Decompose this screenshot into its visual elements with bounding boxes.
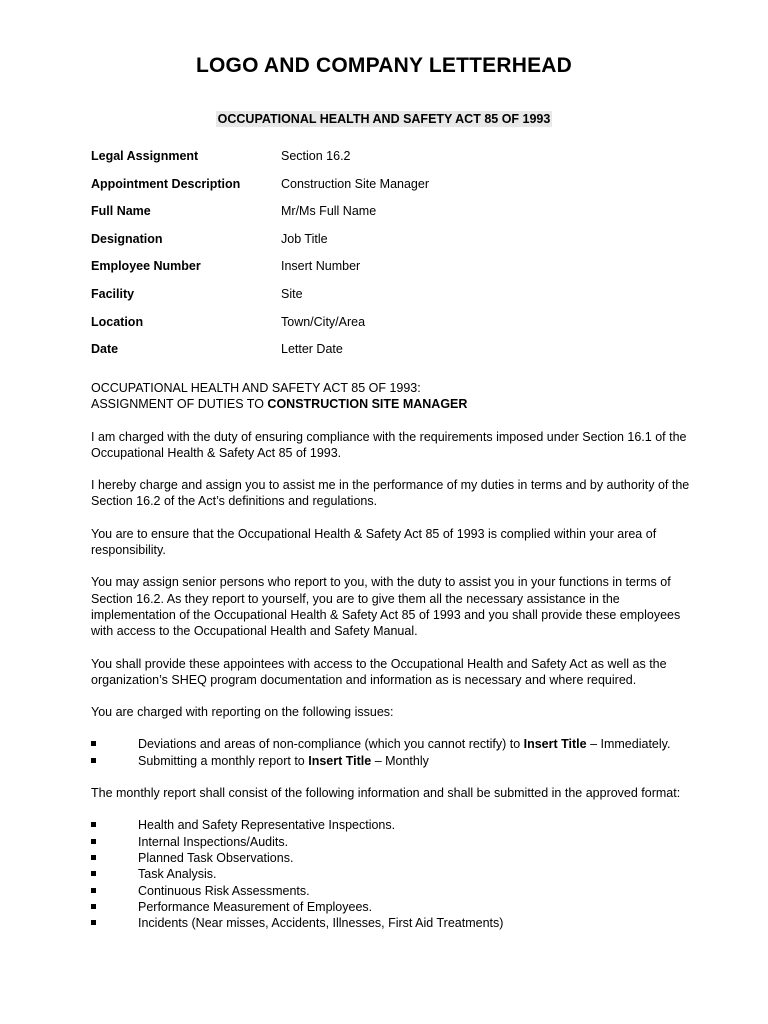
info-value: Mr/Ms Full Name [281,204,377,219]
square-bullet-icon [91,888,96,893]
list-item [91,899,701,915]
section-title-line1: OCCUPATIONAL HEALTH AND SAFETY ACT 85 OF 1993: [91,381,421,395]
paragraph-assignment: I hereby charge and assign you to assist me in the performance of my duties in terms and by authority of the Section 16.2 of the Act’s definitions and regulations. [91,478,690,509]
info-label: Appointment Description [91,176,241,191]
act-heading: OCCUPATIONAL HEALTH AND SAFETY ACT 85 OF 1993 [217,112,551,126]
info-value: Insert Number [281,259,361,274]
info-label: Facility [91,286,135,301]
act-heading-container [0,110,768,128]
list-item [91,834,701,850]
list-item-text: Health and Safety Representative Inspections. [138,818,396,833]
info-value: Site [281,286,303,301]
list-item-prefix: Submitting a monthly report to [138,753,309,768]
list-item [91,817,701,833]
reporting-issues-list [91,736,701,769]
square-bullet-icon [91,904,96,909]
monthly-report-list [91,817,701,931]
paragraph-ensure-compliance: You are to ensure that the Occupational Health & Safety Act 85 of 1993 is complied within your area of responsibility. [91,526,657,558]
square-bullet-icon [91,758,96,763]
square-bullet-icon [91,855,96,860]
section-title-line2-prefix: ASSIGNMENT OF DUTIES TO [91,397,268,412]
list-item [91,736,701,752]
paragraph-reporting-intro: You are charged with reporting on the following issues: [91,705,394,720]
info-label: Date [91,342,119,357]
list-item-bold: Insert Title [523,737,587,752]
square-bullet-icon [91,871,96,876]
list-item-text: Planned Task Observations. [138,850,294,865]
list-item-text: Task Analysis. [138,867,217,882]
list-item [91,915,701,931]
square-bullet-icon [91,839,96,844]
list-item-text: Incidents (Near misses, Accidents, Illnesses, First Aid Treatments) [138,916,504,931]
info-value: Section 16.2 [281,149,351,163]
paragraph-senior-persons: You may assign senior persons who report to you, with the duty to assist you in your functions in terms of Section 16.2. As they report to yourself, you are to give them all the necessary assistance in the implementation of the Occupational Health & Safety Act 85 of 1993 and you shall provide these employees with access to the Occupational Health and Safety Manual. [91,575,681,639]
list-item-suffix: – Immediately. [586,737,671,752]
letter-body [91,380,701,947]
info-label: Location [91,314,144,329]
square-bullet-icon [91,822,96,827]
list-item-text: Continuous Risk Assessments. [138,883,310,898]
info-value: Letter Date [281,342,343,357]
list-item-suffix: – Monthly [371,753,429,768]
info-value: Town/City/Area [281,314,366,329]
letterhead-title: LOGO AND COMPANY LETTERHEAD [195,54,573,77]
info-value: Job Title [281,231,328,246]
paragraph-duty-compliance: I am charged with the duty of ensuring compliance with the requirements imposed under Section 16.1 of the Occupational Health & Safety Act 85 of 1993. [91,429,687,460]
info-label: Legal Assignment [91,149,199,163]
list-item [91,753,701,769]
paragraph-appointees-access: You shall provide these appointees with access to the Occupational Health and Safety Act as well as the organization’s SHEQ program documentation and information as is necessary and where required. [91,656,667,687]
paragraph-monthly-report: The monthly report shall consist of the following information and shall be submitted in the approved format: [91,786,681,801]
info-label: Employee Number [91,259,201,274]
list-item [91,866,701,882]
list-item [91,850,701,866]
list-item-bold: Insert Title [308,753,372,768]
info-value: Construction Site Manager [281,176,429,191]
info-label: Full Name [91,204,151,219]
list-item-text: Performance Measurement of Employees. [138,899,373,914]
list-item [91,883,701,899]
section-title-role: CONSTRUCTION SITE MANAGER [267,397,468,412]
square-bullet-icon [91,741,96,746]
list-item-text: Internal Inspections/Audits. [138,834,289,849]
section-title [91,380,701,413]
info-label: Designation [91,231,163,246]
square-bullet-icon [91,920,96,925]
list-item-prefix: Deviations and areas of non-compliance (which you cannot rectify) to [138,737,524,752]
